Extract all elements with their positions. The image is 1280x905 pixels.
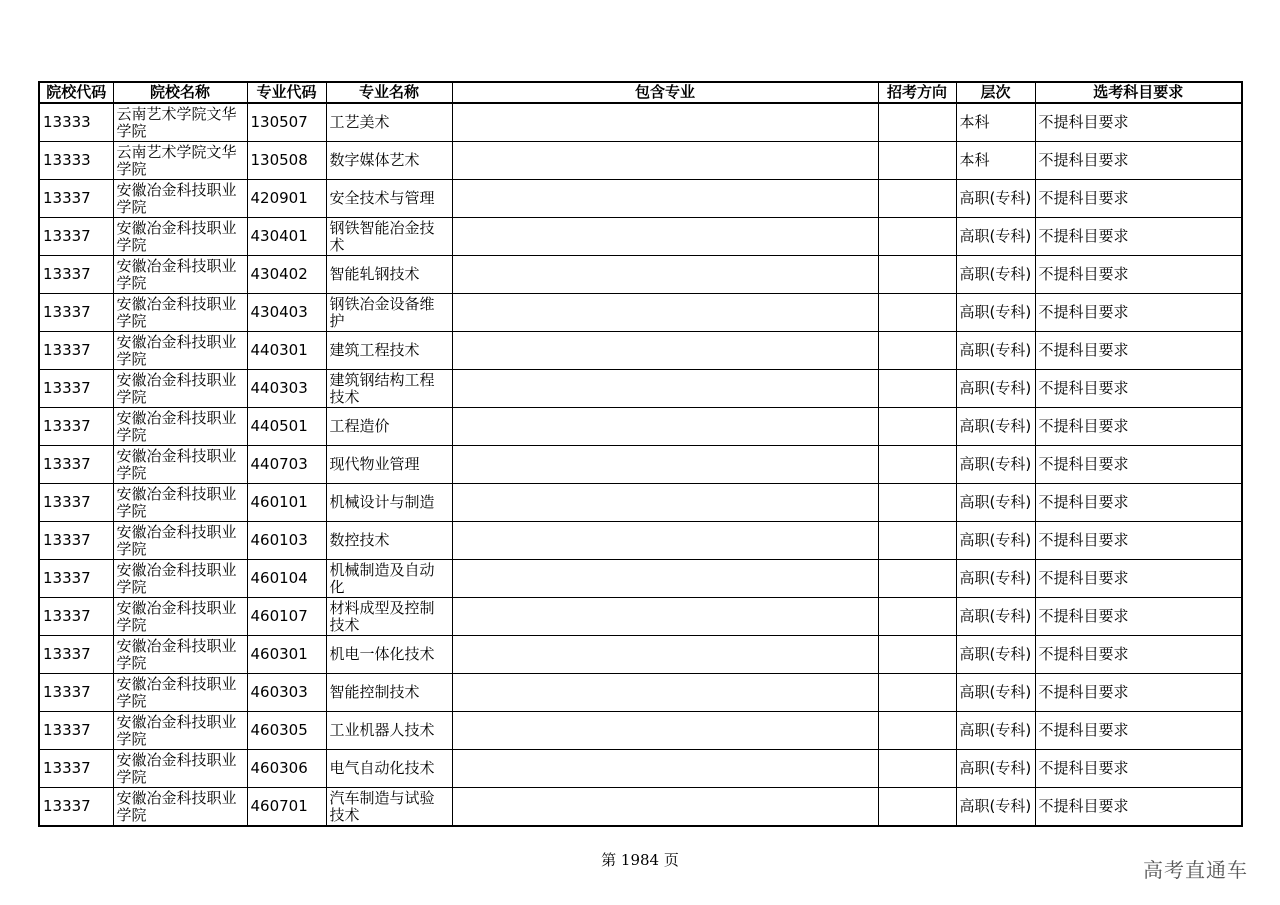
cell-direction (878, 142, 956, 180)
cell-level: 高职(专科) (956, 370, 1035, 408)
cell-requirement: 不提科目要求 (1035, 332, 1242, 370)
cell-requirement: 不提科目要求 (1035, 484, 1242, 522)
cell-school-name: 安徽冶金科技职业学院 (113, 712, 247, 750)
cell-school-name: 安徽冶金科技职业学院 (113, 674, 247, 712)
cell-school-code: 13337 (39, 446, 113, 484)
cell-school-code: 13337 (39, 408, 113, 446)
cell-school-name: 安徽冶金科技职业学院 (113, 218, 247, 256)
cell-major-name: 机械制造及自动化 (326, 560, 452, 598)
cell-major-name: 建筑钢结构工程技术 (326, 370, 452, 408)
table-body (39, 103, 1242, 826)
cell-level: 高职(专科) (956, 256, 1035, 294)
table-row (39, 522, 1242, 560)
cell-school-name: 安徽冶金科技职业学院 (113, 560, 247, 598)
cell-level: 高职(专科) (956, 218, 1035, 256)
cell-major-name: 智能控制技术 (326, 674, 452, 712)
cell-major-code: 420901 (247, 180, 326, 218)
cell-major-code: 440301 (247, 332, 326, 370)
cell-level: 高职(专科) (956, 484, 1035, 522)
cell-level: 高职(专科) (956, 788, 1035, 827)
cell-school-code: 13337 (39, 522, 113, 560)
cell-major-name: 数控技术 (326, 522, 452, 560)
cell-included-majors (452, 446, 878, 484)
cell-school-code: 13337 (39, 256, 113, 294)
cell-major-code: 130507 (247, 103, 326, 142)
cell-school-code: 13337 (39, 674, 113, 712)
cell-direction (878, 712, 956, 750)
cell-level: 高职(专科) (956, 522, 1035, 560)
cell-direction (878, 332, 956, 370)
cell-major-name: 数字媒体艺术 (326, 142, 452, 180)
cell-major-name: 智能轧钢技术 (326, 256, 452, 294)
cell-school-code: 13337 (39, 788, 113, 827)
table-header (39, 82, 1242, 103)
cell-school-code: 13337 (39, 294, 113, 332)
cell-major-code: 460701 (247, 788, 326, 827)
cell-included-majors (452, 750, 878, 788)
cell-requirement: 不提科目要求 (1035, 446, 1242, 484)
table-row (39, 256, 1242, 294)
cell-major-name: 钢铁冶金设备维护 (326, 294, 452, 332)
cell-included-majors (452, 256, 878, 294)
cell-major-name: 工艺美术 (326, 103, 452, 142)
cell-level: 本科 (956, 103, 1035, 142)
cell-included-majors (452, 560, 878, 598)
cell-school-code: 13337 (39, 598, 113, 636)
cell-requirement: 不提科目要求 (1035, 256, 1242, 294)
cell-major-name: 材料成型及控制技术 (326, 598, 452, 636)
cell-included-majors (452, 142, 878, 180)
cell-direction (878, 522, 956, 560)
cell-major-name: 建筑工程技术 (326, 332, 452, 370)
cell-direction (878, 674, 956, 712)
cell-requirement: 不提科目要求 (1035, 636, 1242, 674)
cell-major-code: 430403 (247, 294, 326, 332)
cell-level: 高职(专科) (956, 750, 1035, 788)
cell-included-majors (452, 103, 878, 142)
cell-school-code: 13337 (39, 218, 113, 256)
cell-requirement: 不提科目要求 (1035, 598, 1242, 636)
cell-direction (878, 103, 956, 142)
cell-level: 高职(专科) (956, 636, 1035, 674)
cell-major-code: 130508 (247, 142, 326, 180)
cell-level: 本科 (956, 142, 1035, 180)
cell-direction (878, 370, 956, 408)
cell-direction (878, 408, 956, 446)
cell-level: 高职(专科) (956, 712, 1035, 750)
cell-school-name: 安徽冶金科技职业学院 (113, 256, 247, 294)
table-row (39, 332, 1242, 370)
cell-included-majors (452, 370, 878, 408)
cell-school-name: 安徽冶金科技职业学院 (113, 484, 247, 522)
cell-level: 高职(专科) (956, 598, 1035, 636)
cell-direction (878, 750, 956, 788)
header-row (39, 82, 1242, 103)
cell-school-name: 安徽冶金科技职业学院 (113, 370, 247, 408)
cell-school-code: 13333 (39, 103, 113, 142)
cell-level: 高职(专科) (956, 332, 1035, 370)
cell-major-code: 460306 (247, 750, 326, 788)
cell-requirement: 不提科目要求 (1035, 408, 1242, 446)
table-row (39, 788, 1242, 827)
cell-included-majors (452, 332, 878, 370)
cell-school-name: 云南艺术学院文华学院 (113, 142, 247, 180)
cell-major-name: 机电一体化技术 (326, 636, 452, 674)
cell-requirement: 不提科目要求 (1035, 142, 1242, 180)
cell-major-name: 钢铁智能冶金技术 (326, 218, 452, 256)
cell-major-name: 工程造价 (326, 408, 452, 446)
cell-major-code: 460301 (247, 636, 326, 674)
cell-school-code: 13337 (39, 712, 113, 750)
cell-direction (878, 294, 956, 332)
cell-school-name: 安徽冶金科技职业学院 (113, 636, 247, 674)
cell-requirement: 不提科目要求 (1035, 294, 1242, 332)
cell-major-name: 汽车制造与试验技术 (326, 788, 452, 827)
page-number: 第 1984 页 (601, 851, 679, 869)
cell-major-name: 机械设计与制造 (326, 484, 452, 522)
cell-major-code: 460305 (247, 712, 326, 750)
cell-level: 高职(专科) (956, 180, 1035, 218)
table-row (39, 446, 1242, 484)
cell-requirement: 不提科目要求 (1035, 180, 1242, 218)
cell-level: 高职(专科) (956, 674, 1035, 712)
cell-major-name: 安全技术与管理 (326, 180, 452, 218)
cell-school-name: 安徽冶金科技职业学院 (113, 408, 247, 446)
cell-level: 高职(专科) (956, 408, 1035, 446)
cell-school-name: 安徽冶金科技职业学院 (113, 598, 247, 636)
table-row (39, 636, 1242, 674)
cell-requirement: 不提科目要求 (1035, 103, 1242, 142)
table-row (39, 370, 1242, 408)
cell-school-code: 13337 (39, 750, 113, 788)
cell-major-code: 440303 (247, 370, 326, 408)
table-row (39, 103, 1242, 142)
header-direction: 招考方向 (878, 82, 956, 103)
cell-major-code: 460107 (247, 598, 326, 636)
cell-included-majors (452, 712, 878, 750)
cell-school-name: 安徽冶金科技职业学院 (113, 180, 247, 218)
majors-table (38, 81, 1243, 827)
cell-major-code: 440703 (247, 446, 326, 484)
cell-direction (878, 256, 956, 294)
cell-level: 高职(专科) (956, 446, 1035, 484)
cell-direction (878, 218, 956, 256)
cell-school-name: 安徽冶金科技职业学院 (113, 750, 247, 788)
cell-requirement: 不提科目要求 (1035, 788, 1242, 827)
cell-major-code: 460101 (247, 484, 326, 522)
cell-major-code: 430401 (247, 218, 326, 256)
header-included-majors: 包含专业 (452, 82, 878, 103)
cell-direction (878, 560, 956, 598)
header-major-name: 专业名称 (326, 82, 452, 103)
cell-included-majors (452, 636, 878, 674)
cell-school-code: 13337 (39, 560, 113, 598)
cell-included-majors (452, 788, 878, 827)
cell-major-name: 工业机器人技术 (326, 712, 452, 750)
cell-requirement: 不提科目要求 (1035, 712, 1242, 750)
cell-school-code: 13337 (39, 484, 113, 522)
cell-school-code: 13337 (39, 636, 113, 674)
cell-included-majors (452, 408, 878, 446)
table-row (39, 180, 1242, 218)
cell-major-code: 460303 (247, 674, 326, 712)
cell-level: 高职(专科) (956, 560, 1035, 598)
cell-school-name: 安徽冶金科技职业学院 (113, 788, 247, 827)
cell-school-name: 安徽冶金科技职业学院 (113, 294, 247, 332)
cell-included-majors (452, 294, 878, 332)
table-row (39, 142, 1242, 180)
table-row (39, 294, 1242, 332)
cell-direction (878, 598, 956, 636)
cell-direction (878, 788, 956, 827)
cell-school-name: 云南艺术学院文华学院 (113, 103, 247, 142)
cell-major-name: 现代物业管理 (326, 446, 452, 484)
cell-direction (878, 446, 956, 484)
table-row (39, 484, 1242, 522)
table-row (39, 598, 1242, 636)
header-major-code: 专业代码 (247, 82, 326, 103)
cell-direction (878, 180, 956, 218)
cell-school-name: 安徽冶金科技职业学院 (113, 522, 247, 560)
cell-school-code: 13333 (39, 142, 113, 180)
watermark-logo: 高考直通车 (1143, 858, 1248, 882)
header-school-name: 院校名称 (113, 82, 247, 103)
table-row (39, 218, 1242, 256)
cell-direction (878, 484, 956, 522)
cell-included-majors (452, 674, 878, 712)
cell-included-majors (452, 522, 878, 560)
cell-requirement: 不提科目要求 (1035, 370, 1242, 408)
header-level: 层次 (956, 82, 1035, 103)
cell-included-majors (452, 484, 878, 522)
table-row (39, 712, 1242, 750)
cell-requirement: 不提科目要求 (1035, 218, 1242, 256)
cell-requirement: 不提科目要求 (1035, 750, 1242, 788)
header-requirement: 选考科目要求 (1035, 82, 1242, 103)
table-row (39, 560, 1242, 598)
cell-school-code: 13337 (39, 180, 113, 218)
cell-school-code: 13337 (39, 332, 113, 370)
table-row (39, 408, 1242, 446)
table-row (39, 674, 1242, 712)
cell-included-majors (452, 180, 878, 218)
cell-major-code: 440501 (247, 408, 326, 446)
cell-requirement: 不提科目要求 (1035, 522, 1242, 560)
cell-included-majors (452, 218, 878, 256)
cell-included-majors (452, 598, 878, 636)
cell-requirement: 不提科目要求 (1035, 560, 1242, 598)
cell-direction (878, 636, 956, 674)
cell-school-name: 安徽冶金科技职业学院 (113, 446, 247, 484)
cell-major-code: 460103 (247, 522, 326, 560)
cell-school-code: 13337 (39, 370, 113, 408)
cell-major-code: 460104 (247, 560, 326, 598)
cell-level: 高职(专科) (956, 294, 1035, 332)
cell-major-code: 430402 (247, 256, 326, 294)
header-school-code: 院校代码 (39, 82, 113, 103)
cell-requirement: 不提科目要求 (1035, 674, 1242, 712)
cell-major-name: 电气自动化技术 (326, 750, 452, 788)
cell-school-name: 安徽冶金科技职业学院 (113, 332, 247, 370)
table-row (39, 750, 1242, 788)
